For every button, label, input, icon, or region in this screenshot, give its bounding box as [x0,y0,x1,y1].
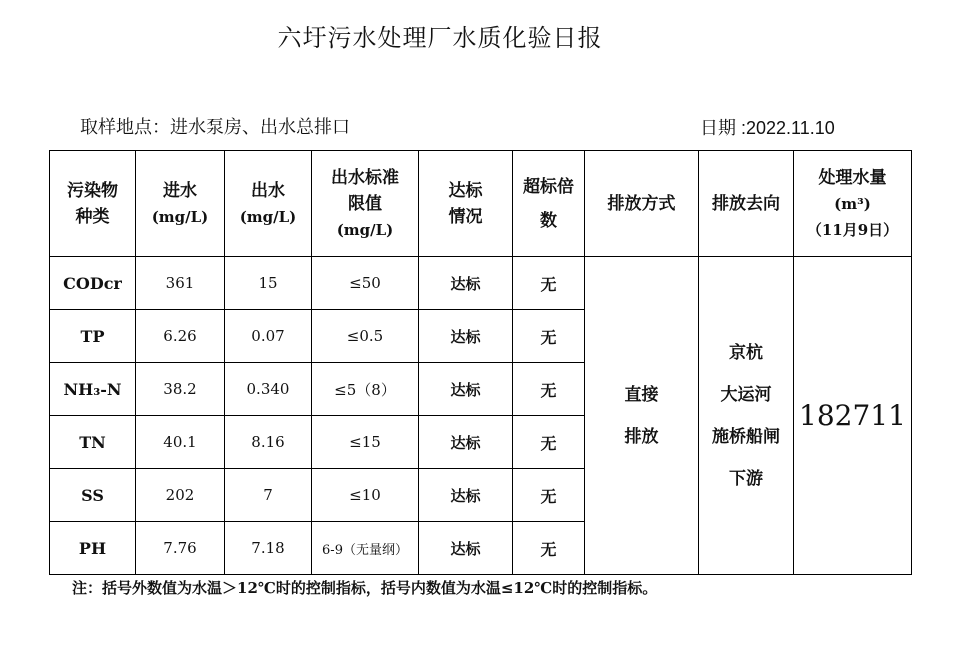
discharge-dest-line1: 京杭 [729,342,763,363]
table-header-row [50,151,912,257]
cell-status: 达标 [419,522,513,575]
cell-limit: ≤50 [312,257,419,310]
header-inflow-unit: (mg/L) [151,207,209,226]
header-volume-line1: 处理水量 [818,167,887,188]
header-volume-unit: (m³) [834,194,871,213]
header-status-line1: 达标 [448,180,483,201]
cell-inflow: 6.26 [136,310,225,363]
header-inflow [136,151,225,257]
header-exceed-line1: 超标倍 [523,176,574,197]
cell-exceed: 无 [513,310,585,363]
cell-exceed: 无 [513,416,585,469]
header-outflow-line1: 出水 [251,180,285,201]
header-discharge-method: 排放方式 [585,151,699,257]
cell-limit: ≤0.5 [312,310,419,363]
cell-pollutant: SS [50,469,136,522]
cell-limit: 6-9（无量纲） [312,522,419,575]
header-inflow-line1: 进水 [163,180,197,201]
sampling-location: 取样地点：进水泵房、出水总排口 [80,117,350,138]
header-outflow [225,151,312,257]
discharge-dest-line3: 施桥船闸 [712,426,780,447]
discharge-dest-line2: 大运河 [720,384,772,405]
cell-inflow: 202 [136,469,225,522]
header-limit-line2: 限值 [348,193,382,214]
header-volume-date: （11月9日） [806,220,899,239]
cell-outflow: 0.07 [225,310,312,363]
header-outflow-unit: (mg/L) [239,207,297,226]
cell-discharge-method [585,257,699,575]
cell-inflow: 38.2 [136,363,225,416]
footnote: 注：括号外数值为水温＞12℃时的控制指标，括号内数值为水温≤12℃时的控制指标。 [72,579,658,597]
header-limit-unit: (mg/L) [336,220,394,239]
cell-limit: ≤15 [312,416,419,469]
cell-pollutant: TP [50,310,136,363]
cell-limit: ≤5（8） [312,363,419,416]
cell-exceed: 无 [513,522,585,575]
discharge-method-line2: 排放 [624,426,659,447]
cell-pollutant: CODcr [50,257,136,310]
cell-exceed: 无 [513,363,585,416]
cell-status: 达标 [419,310,513,363]
header-pollutant [50,151,136,257]
cell-discharge-dest [699,257,794,575]
header-status-line2: 情况 [448,206,483,227]
header-discharge-dest: 排放去向 [699,151,794,257]
header-volume [794,151,912,257]
cell-pollutant: PH [50,522,136,575]
table-row [50,257,912,310]
cell-pollutant: TN [50,416,136,469]
header-status [419,151,513,257]
cell-volume: 182711 [794,257,912,575]
cell-outflow: 0.340 [225,363,312,416]
discharge-dest-line4: 下游 [729,468,763,489]
water-quality-table [49,150,912,575]
cell-outflow: 8.16 [225,416,312,469]
cell-inflow: 361 [136,257,225,310]
cell-status: 达标 [419,469,513,522]
header-limit-line1: 出水标准 [331,167,399,188]
cell-outflow: 7 [225,469,312,522]
discharge-method-line1: 直接 [624,384,659,405]
cell-pollutant: NH₃-N [50,363,136,416]
header-exceed-line2: 数 [540,210,557,231]
cell-status: 达标 [419,257,513,310]
cell-exceed: 无 [513,257,585,310]
report-title: 六圩污水处理厂水质化验日报 [277,24,603,52]
cell-status: 达标 [419,416,513,469]
header-limit [312,151,419,257]
report-date: 日期 :2022.11.10 [700,118,835,138]
cell-outflow: 7.18 [225,522,312,575]
cell-inflow: 7.76 [136,522,225,575]
header-exceed [513,151,585,257]
cell-limit: ≤10 [312,469,419,522]
cell-status: 达标 [419,363,513,416]
header-pollutant-line1: 污染物 [67,180,118,201]
header-pollutant-line2: 种类 [75,206,110,227]
cell-exceed: 无 [513,469,585,522]
cell-inflow: 40.1 [136,416,225,469]
cell-outflow: 15 [225,257,312,310]
